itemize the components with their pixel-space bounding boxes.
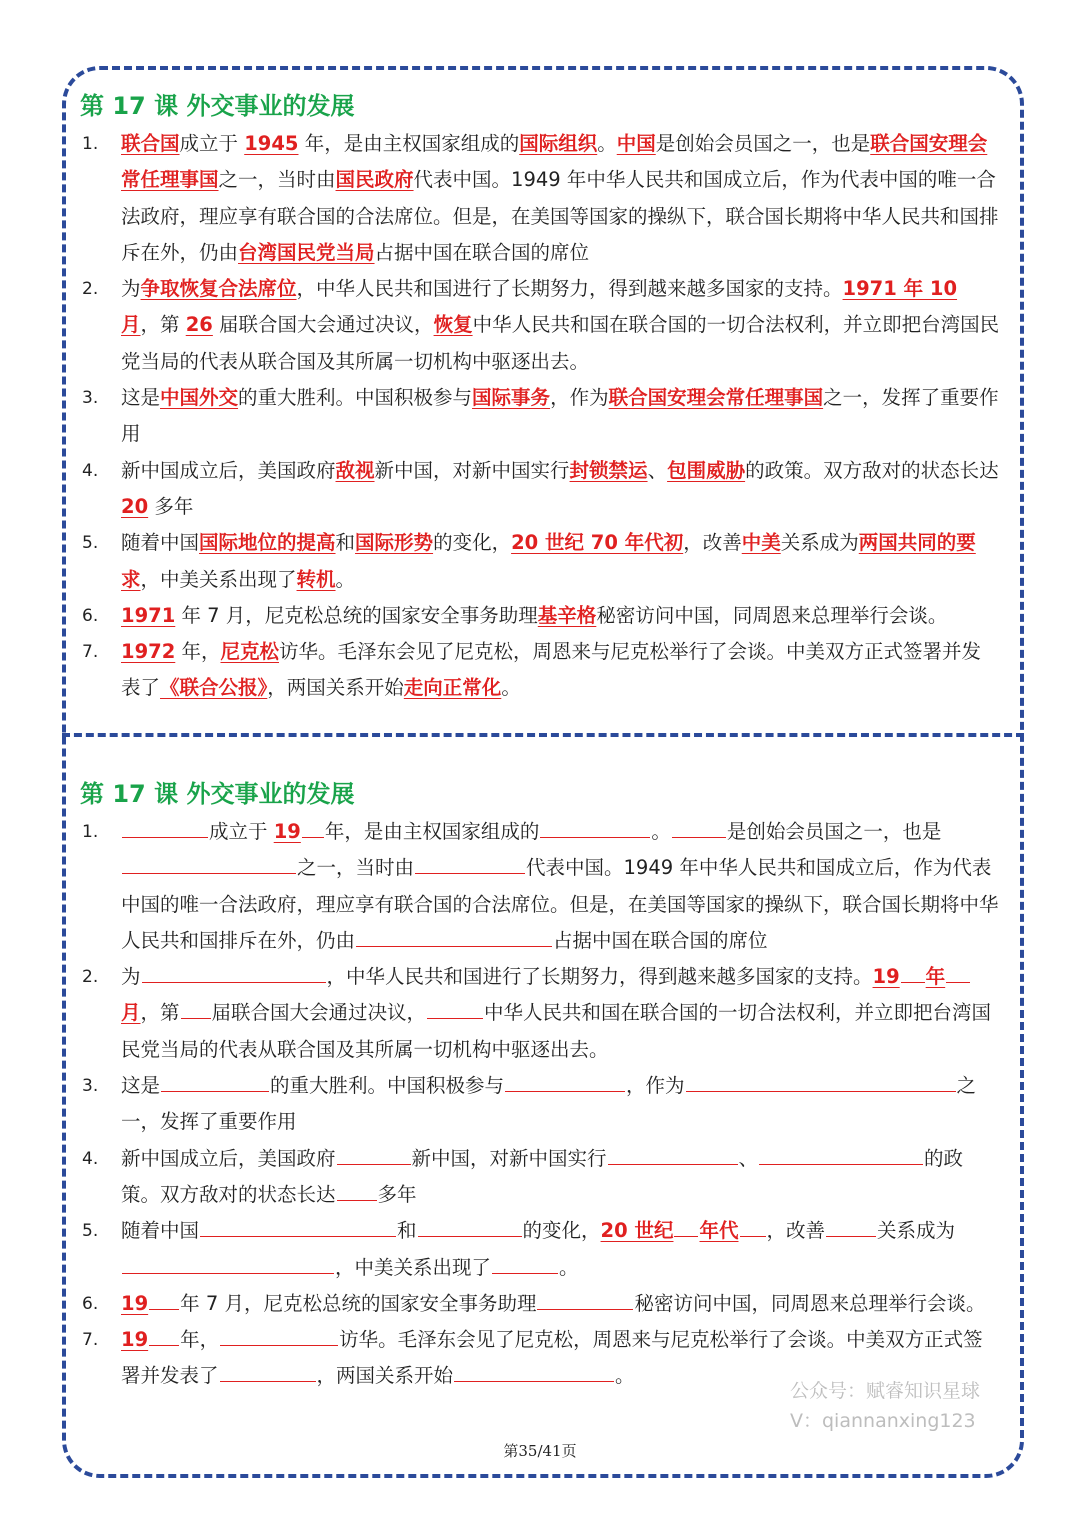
item-number: 6. bbox=[82, 1293, 99, 1314]
keyword-highlight: 1972 bbox=[121, 640, 176, 664]
fill-blank[interactable] bbox=[740, 1235, 766, 1237]
body-text: 届联合国大会通过决议， bbox=[212, 313, 434, 337]
body-text: 关系成为 bbox=[877, 1219, 956, 1243]
body-text: 秘密访问中国，同周恩来总理举行会谈。 bbox=[634, 1291, 986, 1315]
list-item bbox=[80, 959, 1000, 1068]
keyword-highlight: 20 bbox=[121, 494, 149, 518]
body-text: 新中国，对新中国实行 bbox=[374, 458, 570, 482]
fill-blank[interactable] bbox=[200, 1235, 396, 1237]
list-item bbox=[80, 525, 1000, 598]
section-divider bbox=[62, 733, 1024, 737]
fill-blank[interactable] bbox=[674, 1235, 698, 1237]
keyword-highlight: 国际地位的提高 bbox=[199, 531, 336, 555]
body-text: 随着中国 bbox=[121, 1219, 200, 1243]
keyword-highlight: 1945 bbox=[244, 132, 299, 155]
body-text: ，第 bbox=[140, 313, 186, 337]
body-text: 届联合国大会通过决议， bbox=[211, 1001, 427, 1025]
body-text: ，作为 bbox=[626, 1074, 685, 1098]
fill-blank[interactable] bbox=[686, 1090, 956, 1092]
keyword-highlight: 19 bbox=[121, 1291, 149, 1315]
keyword-highlight: 19 bbox=[121, 1328, 149, 1352]
keyword-highlight: 国际形势 bbox=[355, 531, 434, 555]
keyword-highlight: 封锁禁运 bbox=[569, 458, 648, 482]
body-text: 访华。毛泽东会见了尼克松，周恩来与尼克松举行了会谈。中美双方正式签署并发表了 bbox=[121, 640, 982, 700]
list-item bbox=[80, 1286, 1000, 1322]
body-text: 、 bbox=[738, 1146, 759, 1170]
item-number: 6. bbox=[82, 605, 99, 626]
body-text: 中华人民共和国在联合国的一切合法权利，并立即把台湾国民党当局的代表从联合国及其所属一切机构中驱逐出去。 bbox=[121, 313, 1000, 373]
fill-blank[interactable] bbox=[505, 1090, 625, 1092]
body-text: 这是 bbox=[121, 386, 161, 410]
body-text: ，中美关系出现了 bbox=[140, 567, 297, 591]
list-item bbox=[80, 1068, 1000, 1141]
body-text: 年 7 月，尼克松总统的国家安全事务助理 bbox=[180, 1291, 537, 1315]
list-item bbox=[80, 271, 1000, 380]
body-text: 为 bbox=[121, 965, 141, 989]
body-text: 。 bbox=[335, 567, 356, 591]
fill-blank[interactable] bbox=[759, 1163, 923, 1165]
keyword-highlight: 19 bbox=[273, 820, 301, 843]
list-item bbox=[80, 453, 1000, 526]
answer-key-list bbox=[80, 126, 1000, 707]
body-text: 的政策。双方敌对的状态长达 bbox=[745, 458, 999, 482]
keyword-highlight: 两国共同的要求 bbox=[121, 531, 976, 591]
item-number: 4. bbox=[82, 1148, 99, 1169]
body-text: 。 bbox=[559, 1255, 579, 1279]
item-number: 4. bbox=[82, 460, 99, 481]
item-number: 7. bbox=[82, 1330, 99, 1351]
keyword-highlight: 基辛格 bbox=[537, 603, 597, 627]
body-text: 之一，当时由 bbox=[297, 856, 415, 880]
item-number: 7. bbox=[82, 642, 99, 663]
fill-blank[interactable] bbox=[220, 1344, 338, 1346]
body-text: 这是 bbox=[121, 1074, 161, 1098]
body-text: ，中美关系出现了 bbox=[335, 1255, 492, 1279]
fill-blank[interactable] bbox=[142, 981, 326, 983]
body-text: 年，是由主权国家组成的 bbox=[324, 820, 540, 843]
list-item bbox=[80, 380, 1000, 453]
fill-blank[interactable] bbox=[356, 945, 552, 947]
fill-in-list bbox=[80, 814, 1000, 1395]
item-number: 5. bbox=[82, 533, 99, 554]
body-text: ，改善 bbox=[683, 531, 742, 555]
body-text: 新中国，对新中国实行 bbox=[411, 1146, 607, 1170]
keyword-highlight: 20 世纪 70 年代初 bbox=[511, 531, 684, 555]
keyword-highlight: 《联合公报》 bbox=[160, 676, 268, 700]
body-text: 成立于 bbox=[179, 132, 245, 155]
body-text: 关系成为 bbox=[780, 531, 859, 555]
keyword-highlight: 联合国 bbox=[121, 132, 180, 155]
body-text: 之一，发挥了重要作用 bbox=[121, 1074, 977, 1134]
body-text: 。 bbox=[501, 676, 521, 700]
body-text: 多年 bbox=[377, 1182, 417, 1206]
item-number: 3. bbox=[82, 1076, 99, 1097]
body-text: 代表中国。1949 年中华人民共和国成立后，作为代表中国的唯一合法政府，理应享有联合国的合法席位。但是，在美国等国家的操纵下，联合国长期将中华人民共和国排斥在外，仍由 bbox=[121, 168, 999, 264]
keyword-highlight: 中美 bbox=[741, 531, 781, 555]
list-item bbox=[80, 598, 1000, 634]
body-text: 占据中国在联合国的席位 bbox=[553, 928, 768, 952]
list-item bbox=[80, 814, 1000, 959]
body-text: ，作为 bbox=[550, 386, 609, 410]
fill-blank[interactable] bbox=[608, 1163, 738, 1165]
keyword-highlight: 联合国安理会常任理事国 bbox=[121, 132, 988, 192]
fill-blank[interactable] bbox=[122, 1272, 334, 1274]
fill-blank[interactable] bbox=[492, 1272, 558, 1274]
body-text: ，第 bbox=[140, 1001, 180, 1025]
page-number: 第35/41页 bbox=[503, 1442, 577, 1460]
body-text: 和 bbox=[397, 1219, 417, 1243]
body-text: 秘密访问中国，同周恩来总理举行会谈。 bbox=[596, 603, 948, 627]
body-text: 是创始会员国之一，也是 bbox=[726, 820, 942, 843]
fill-blank[interactable] bbox=[946, 981, 970, 983]
fill-blank[interactable] bbox=[672, 836, 726, 838]
body-text: 之一，当时由 bbox=[218, 168, 336, 192]
keyword-highlight: 20 世纪 bbox=[600, 1219, 674, 1243]
body-text: 、 bbox=[647, 458, 668, 482]
lesson-title-fill: 第 17 课 外交事业的发展 bbox=[80, 780, 355, 808]
body-text: ，改善 bbox=[766, 1219, 826, 1243]
keyword-highlight: 国民政府 bbox=[335, 168, 414, 192]
fill-blank[interactable] bbox=[454, 1380, 614, 1382]
body-text: 和 bbox=[335, 531, 356, 555]
keyword-highlight: 中国外交 bbox=[160, 386, 239, 410]
fill-blank[interactable] bbox=[181, 1017, 211, 1019]
item-number: 2. bbox=[82, 279, 99, 300]
fill-blank[interactable] bbox=[826, 1235, 876, 1237]
keyword-highlight: 国际事务 bbox=[472, 386, 551, 410]
keyword-highlight: 1971 年 10 月 bbox=[121, 277, 958, 337]
body-text: 的政策。双方敌对的状态长达 bbox=[121, 1146, 964, 1206]
keyword-highlight: 19 bbox=[872, 965, 900, 989]
list-item bbox=[80, 1141, 1000, 1214]
fill-blank[interactable] bbox=[149, 1344, 179, 1346]
body-text: 随着中国 bbox=[121, 531, 200, 555]
body-text: 新中国成立后，美国政府 bbox=[121, 1146, 336, 1170]
body-text: ，两国关系开始 bbox=[316, 1364, 454, 1388]
body-text: ，中华人民共和国进行了长期努力，得到越来越多国家的支持。 bbox=[296, 277, 843, 301]
keyword-highlight: 国际组织 bbox=[519, 132, 598, 155]
fill-blank[interactable] bbox=[337, 1199, 377, 1201]
keyword-highlight: 中国 bbox=[616, 132, 656, 155]
body-text: 。 bbox=[651, 820, 671, 843]
body-text: 。 bbox=[597, 132, 617, 155]
keyword-highlight: 包围威胁 bbox=[667, 458, 746, 482]
body-text: ，两国关系开始 bbox=[267, 676, 404, 700]
list-item bbox=[80, 1213, 1000, 1286]
body-text: 代表中国。1949 年中华人民共和国成立后，作为代表中国的唯一合法政府，理应享有联合国的合法席位。但是，在美国等国家的操纵下，联合国长期将中华人民共和国排斥在外，仍由 bbox=[121, 856, 999, 952]
keyword-highlight: 敌视 bbox=[335, 458, 375, 482]
fill-blank[interactable] bbox=[415, 872, 525, 874]
keyword-highlight: 走向正常化 bbox=[403, 676, 502, 700]
keyword-highlight: 转机 bbox=[296, 567, 336, 591]
fill-blank[interactable] bbox=[901, 981, 925, 983]
item-number: 3. bbox=[82, 388, 99, 409]
body-text: 占据中国在联合国的席位 bbox=[374, 240, 590, 264]
body-text: 访华。毛泽东会见了尼克松，周恩来与尼克松举行了会谈。中美双方正式签署并发表了 bbox=[121, 1328, 983, 1388]
fill-blank[interactable] bbox=[122, 836, 208, 838]
fill-blank[interactable] bbox=[537, 1308, 633, 1310]
body-text: 的变化， bbox=[522, 1219, 601, 1243]
watermark bbox=[790, 1376, 980, 1436]
item-number: 1. bbox=[82, 822, 99, 842]
fill-blank[interactable] bbox=[418, 1235, 522, 1237]
item-number: 2. bbox=[82, 967, 99, 988]
body-text: 之一，发挥了重要作用 bbox=[121, 386, 999, 446]
fill-blank[interactable] bbox=[427, 1017, 483, 1019]
body-text: 年， bbox=[175, 640, 221, 664]
body-text: 新中国成立后，美国政府 bbox=[121, 458, 336, 482]
lesson-title: 第 17 课 外交事业的发展 bbox=[80, 92, 355, 120]
body-text: 年， bbox=[180, 1328, 220, 1352]
list-item bbox=[80, 634, 1000, 707]
fill-blank[interactable] bbox=[161, 1090, 269, 1092]
fill-blank[interactable] bbox=[302, 836, 324, 838]
body-text: 多年 bbox=[148, 494, 194, 518]
fill-blank[interactable] bbox=[540, 836, 650, 838]
keyword-highlight: 联合国安理会常任理事国 bbox=[608, 386, 824, 410]
item-number: 1. bbox=[82, 134, 99, 154]
fill-blank[interactable] bbox=[220, 1380, 316, 1382]
fill-in-section bbox=[80, 774, 1000, 1395]
body-text: 中华人民共和国在联合国的一切合法权利，并立即把台湾国民党当局的代表从联合国及其所属一切机构中驱逐出去。 bbox=[121, 1001, 992, 1061]
body-text: 的重大胜利。中国积极参与 bbox=[270, 1074, 505, 1098]
keyword-highlight: 恢复 bbox=[433, 313, 473, 337]
body-text: 的重大胜利。中国积极参与 bbox=[238, 386, 473, 410]
fill-blank[interactable] bbox=[149, 1308, 179, 1310]
keyword-highlight: 年 bbox=[925, 965, 946, 989]
body-text: 年，是由主权国家组成的 bbox=[298, 132, 520, 155]
keyword-highlight: 26 bbox=[185, 313, 213, 337]
keyword-highlight: 尼克松 bbox=[220, 640, 279, 664]
watermark-line-1: 公众号：赋睿知识星球 bbox=[790, 1380, 981, 1402]
body-text: 的变化， bbox=[433, 531, 512, 555]
body-text: 是创始会员国之一，也是 bbox=[655, 132, 871, 155]
body-text: 成立于 bbox=[209, 820, 274, 843]
body-text: ，中华人民共和国进行了长期努力，得到越来越多国家的支持。 bbox=[326, 965, 873, 989]
keyword-highlight: 月 bbox=[121, 1001, 141, 1025]
fill-blank[interactable] bbox=[122, 872, 296, 874]
body-text: 为 bbox=[121, 277, 141, 301]
keyword-highlight: 台湾国民党当局 bbox=[238, 240, 375, 264]
watermark-line-2: V：qiannanxing123 bbox=[790, 1410, 976, 1432]
keyword-highlight: 1971 bbox=[121, 603, 176, 627]
fill-blank[interactable] bbox=[337, 1163, 411, 1165]
keyword-highlight: 年代 bbox=[699, 1219, 739, 1243]
body-text: 。 bbox=[615, 1364, 635, 1388]
keyword-highlight: 争取恢复合法席位 bbox=[140, 277, 297, 301]
item-number: 5. bbox=[82, 1221, 99, 1242]
list-item bbox=[80, 126, 1000, 271]
answer-key-section bbox=[80, 86, 1000, 707]
body-text: 年 7 月，尼克松总统的国家安全事务助理 bbox=[175, 603, 538, 627]
